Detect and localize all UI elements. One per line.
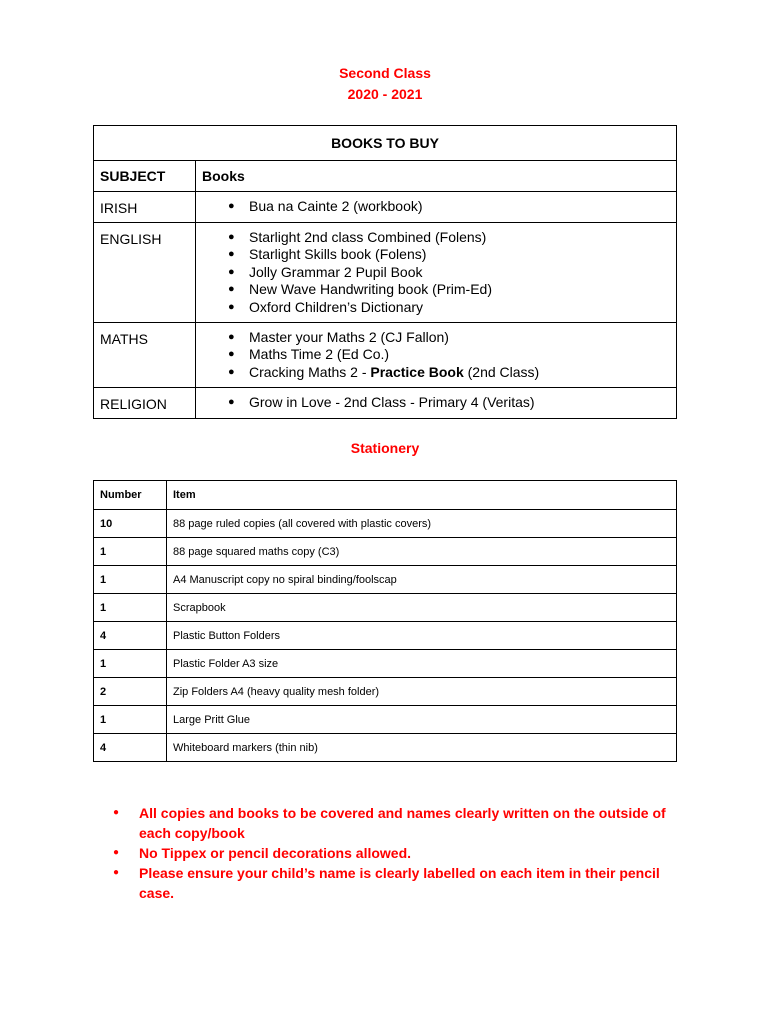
item-cell: Zip Folders A4 (heavy quality mesh folder) [167,678,677,706]
list-item: ● Grow in Love - 2nd Class - Primary 4 (Veritas) [228,394,676,411]
table-row [94,734,677,762]
table-row [94,566,677,594]
table-row [94,510,677,538]
list-item: ● Maths Time 2 (Ed Co.) [228,346,676,363]
quantity-cell: 4 [94,734,167,762]
note-item: ● Please ensure your child’s name is clearly labelled on each item in their pencil case. [113,863,683,903]
books-column-header: Books [196,161,677,192]
item-cell: Whiteboard markers (thin nib) [167,734,677,762]
item-cell: A4 Manuscript copy no spiral binding/foolscap [167,566,677,594]
item-cell: Scrapbook [167,594,677,622]
note-item: ● No Tippex or pencil decorations allowed. [113,843,683,863]
list-item: ● Starlight Skills book (Folens) [228,246,676,263]
item-column-header: Item [167,481,677,510]
books-table-header-row [94,161,677,192]
list-item: ● Starlight 2nd class Combined (Folens) [228,229,676,246]
book-title-prefix: Cracking Maths 2 - [249,363,371,380]
item-cell: Plastic Button Folders [167,622,677,650]
school-year: 2020 - 2021 [347,86,423,102]
book-list [196,329,676,381]
table-row [94,650,677,678]
item-cell: 88 page squared maths copy (C3) [167,538,677,566]
quantity-cell: 1 [94,594,167,622]
book-title-emphasis: Practice Book [370,363,464,380]
item-cell: Plastic Folder A3 size [167,650,677,678]
table-row [94,388,677,419]
list-item: ● Master your Maths 2 (CJ Fallon) [228,329,676,346]
notes-list [113,803,683,903]
stationery-header-row [94,481,677,510]
table-row [94,192,677,223]
table-row [94,223,677,323]
table-row [94,678,677,706]
book-list [196,229,676,316]
books-table [93,125,677,419]
book-list [196,198,676,215]
list-item: ● New Wave Handwriting book (Prim-Ed) [228,281,676,298]
subject-cell: RELIGION [94,388,196,419]
item-cell: 88 page ruled copies (all covered with plastic covers) [167,510,677,538]
table-row [94,538,677,566]
item-cell: Large Pritt Glue [167,706,677,734]
subject-cell: MATHS [94,323,196,388]
quantity-cell: 1 [94,706,167,734]
note-item: ● All copies and books to be covered and names clearly written on the outside of each copy/book [113,803,683,843]
books-cell [196,192,677,223]
quantity-cell: 4 [94,622,167,650]
subject-cell: ENGLISH [94,223,196,323]
list-item: ● Oxford Children’s Dictionary [228,299,676,316]
number-column-header: Number [94,481,167,510]
list-item [228,364,676,381]
table-row [94,622,677,650]
stationery-title: Stationery [350,440,420,456]
subject-column-header: SUBJECT [94,161,196,192]
books-cell [196,223,677,323]
list-item: ● Jolly Grammar 2 Pupil Book [228,264,676,281]
quantity-cell: 1 [94,538,167,566]
quantity-cell: 1 [94,650,167,678]
quantity-cell: 2 [94,678,167,706]
table-row [94,323,677,388]
book-list [196,394,676,411]
quantity-cell: 1 [94,566,167,594]
books-table-title: BOOKS TO BUY [94,126,677,161]
books-table-title-row [94,126,677,161]
list-item: ● Bua na Cainte 2 (workbook) [228,198,676,215]
quantity-cell: 10 [94,510,167,538]
page-title: Second Class [339,65,431,81]
table-row [94,594,677,622]
table-row [94,706,677,734]
stationery-table [93,480,677,762]
book-title-suffix: (2nd Class) [463,363,540,380]
books-cell [196,388,677,419]
subject-cell: IRISH [94,192,196,223]
books-cell [196,323,677,388]
